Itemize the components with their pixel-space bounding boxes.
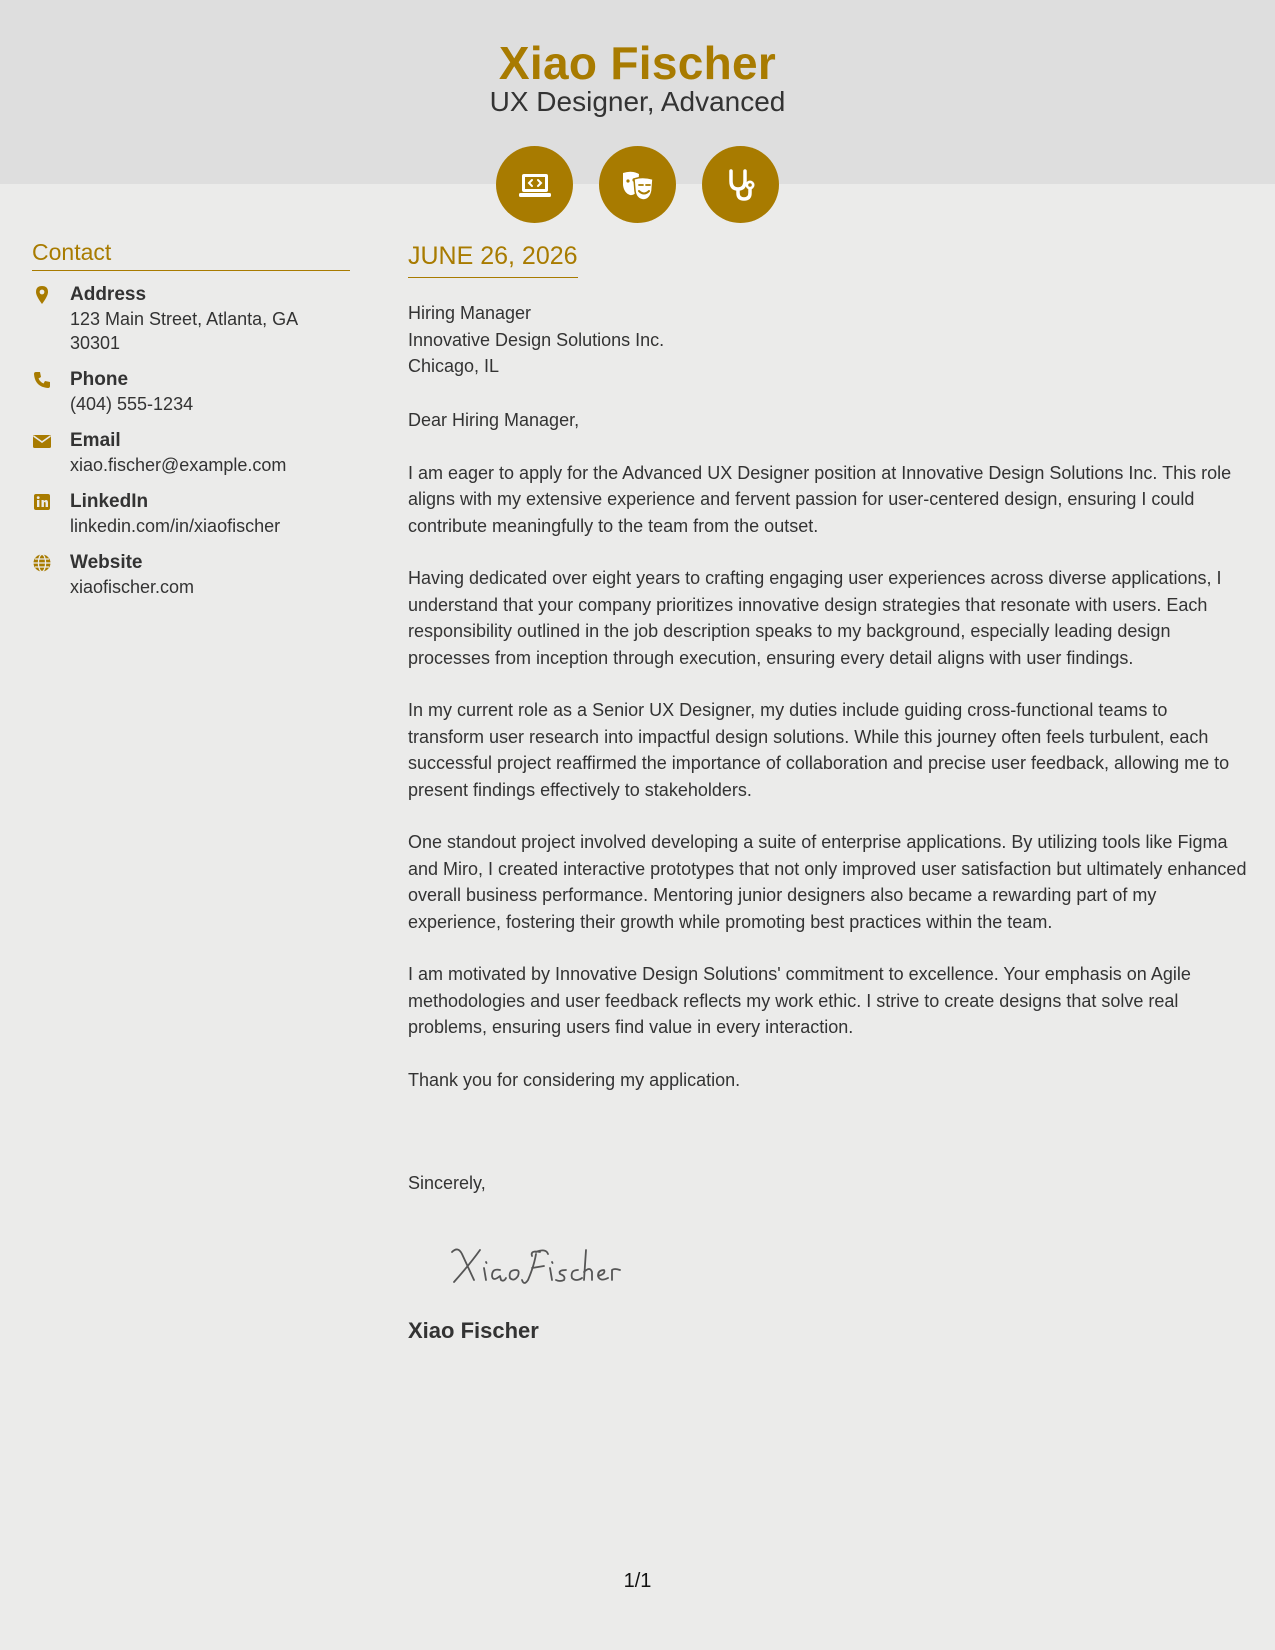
contact-website: [32, 551, 352, 599]
recipient-line: Hiring Manager: [408, 303, 532, 323]
address-value-line-2: 30301: [70, 333, 121, 353]
phone-label: Phone: [70, 369, 129, 390]
recipient-line: Innovative Design Solutions Inc.: [408, 329, 665, 350]
email-label: Email: [70, 430, 121, 451]
applicant-name: Xiao Fischer: [498, 37, 777, 89]
closing: Sincerely,: [408, 1173, 486, 1193]
location-pin-icon: [32, 283, 70, 355]
letter-date: JUNE 26, 2026: [408, 242, 578, 278]
recipient-block: [408, 300, 664, 380]
contact-heading: Contact: [32, 239, 350, 271]
linkedin-icon: [32, 490, 70, 538]
contact-list: [32, 283, 352, 612]
stethoscope-icon: [702, 146, 779, 223]
paragraph: I am eager to apply for the Advanced UX Designer position at Innovative Design Solutions Inc. This role aligns with my extensive experience and fervent passion for user-centered design, ensuring I could contribute meaningfully to the team from the outset.: [408, 462, 1232, 536]
header-icons: [496, 146, 779, 223]
website-label: Website: [70, 552, 143, 573]
envelope-icon: [32, 429, 70, 477]
salutation: Dear Hiring Manager,: [408, 410, 580, 430]
signer-name: Xiao Fischer: [408, 1318, 539, 1343]
contact-phone: [32, 368, 352, 416]
page-number: 1/1: [623, 1570, 652, 1592]
phone-value[interactable]: (404) 555-1234: [70, 394, 194, 414]
email-value[interactable]: xiao.fischer@example.com: [70, 455, 287, 475]
contact-email: [32, 429, 352, 477]
phone-icon: [32, 368, 70, 416]
globe-icon: [32, 551, 70, 599]
contact-linkedin: [32, 490, 352, 538]
paragraph: In my current role as a Senior UX Designer, my duties include guiding cross-functional teams to transform user research into impactful design solutions. While this journey often feels turbulent, each successful project reaffirmed the importance of collaboration and precise user feedback, allowing me to present findings effectively to stakeholders.: [408, 700, 1230, 800]
linkedin-value[interactable]: linkedin.com/in/xiaofischer: [70, 516, 281, 536]
contact-address: [32, 283, 352, 355]
applicant-title: UX Designer, Advanced: [489, 86, 786, 117]
theater-masks-icon: [599, 146, 676, 223]
paragraph: Having dedicated over eight years to crafting engaging user experiences across diverse applications, I understand that your company prioritizes innovative design strategies that resonate with users. Each responsibility outlined in the job description speaks to my background, especially leading design processes from inception through execution, ensuring every detail aligns with user findings.: [408, 568, 1222, 668]
address-label: Address: [70, 284, 147, 305]
paragraph: One standout project involved developing a suite of enterprise applications. By utilizing tools like Figma and Miro, I created interactive prototypes that not only improved user satisfaction but ultimately enhanced overall business performance. Mentoring junior designers also became a rewarding part of my experience, fostering their growth while promoting best practices within the team.: [408, 832, 1247, 932]
paragraph: I am motivated by Innovative Design Solutions' commitment to excellence. Your emphasis on Agile methodologies and user feedback reflects my work ethic. I strive to create designs that solve real problems, ensuring users find value in every interaction.: [408, 964, 1191, 1037]
paragraph: Thank you for considering my application.: [408, 1069, 741, 1090]
laptop-code-icon: [496, 146, 573, 223]
letter-body: [408, 407, 1248, 1119]
handwritten-signature: [444, 1232, 644, 1296]
address-value-line-1: 123 Main Street, Atlanta, GA: [70, 309, 299, 329]
website-value[interactable]: xiaofischer.com: [70, 577, 195, 597]
linkedin-label: LinkedIn: [70, 491, 149, 512]
recipient-line: Chicago, IL: [408, 356, 500, 376]
